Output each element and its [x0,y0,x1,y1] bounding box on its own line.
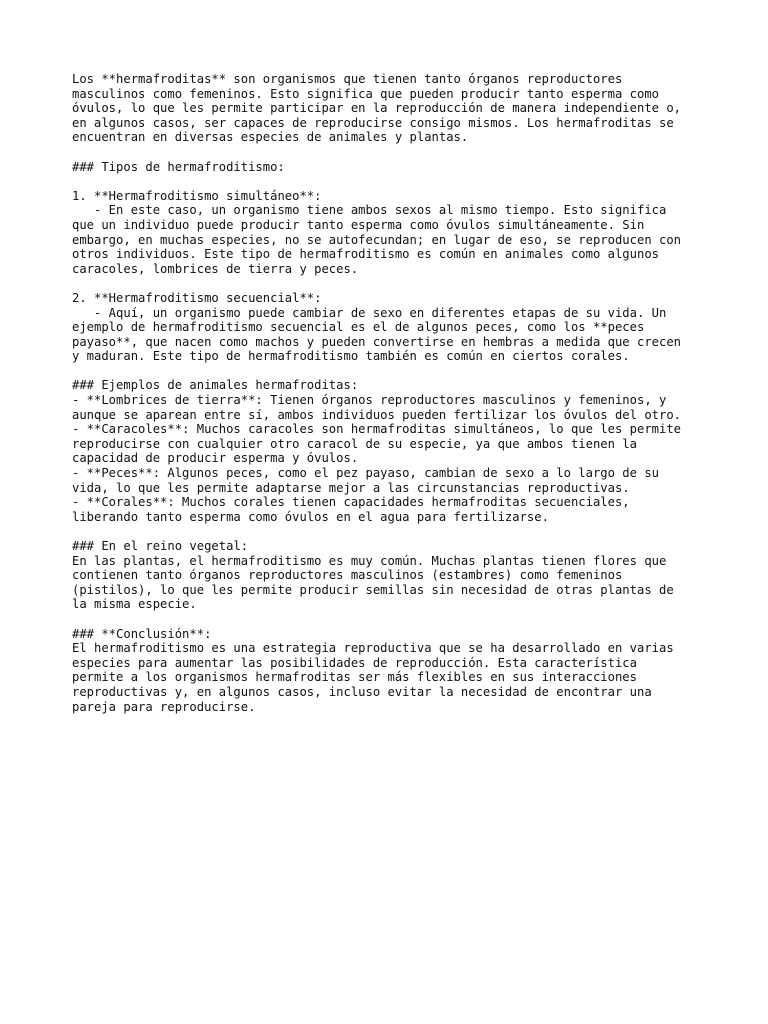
document-text: Los **hermafroditas** son organismos que tienen tanto órganos reproductores masculinos como femeninos. Esto significa que pueden producir tanto esperma como óvulos, lo que les permite participar en la reproducción de manera independiente o, en algunos casos, ser capaces de reproducirse consigo mismos. Los hermafroditas se encuentran en diversas especies de animales y plantas. ### Tipos de hermafroditismo: 1. **Hermafroditismo simultáneo**: - En este caso, un organismo tiene ambos sexos al mismo tiempo. Esto significa que un individuo puede producir tanto esperma como óvulos simultáneamente. Sin embargo, en muchas especies, no se autofecundan; en lugar de eso, se reproducen con otros individuos. Este tipo de hermafroditismo es común en animales como algunos caracoles, lombrices de tierra y peces. 2. **Hermafroditismo secuencial**: - Aquí, un organismo puede cambiar de sexo en diferentes etapas de su vida. Un ejemplo de hermafroditismo secuencial es el de algunos peces, como los **peces payaso**, que nacen como machos y pueden convertirse en hembras a medida que crecen y maduran. Este tipo de hermafroditismo también es común en ciertos corales. ### Ejemplos de animales hermafroditas: - **Lombrices de tierra**: Tienen órganos reproductores masculinos y femeninos, y aunque se aparean entre sí, ambos individuos pueden fertilizar los óvulos del otro. - **Caracoles**: Muchos caracoles son hermafroditas simultáneos, lo que les permite reproducirse con cualquier otro caracol de su especie, ya que ambos tienen la capacidad de producir esperma y óvulos. - **Peces**: Algunos peces, como el pez payaso, cambian de sexo a lo largo de su vida, lo que les permite adaptarse mejor a las circunstancias reproductivas. - **Corales**: Muchos corales tienen capacidades hermafroditas secuenciales, liberando tanto esperma como óvulos en el agua para fertilizarse. ### En el reino vegetal: En las plantas, el hermafroditismo es muy común. Muchas plantas tienen flores que contienen tanto órganos reproductores masculinos (estambres) como femeninos (pistilos), lo que les permite producir semillas sin necesidad de otras plantas de la misma especie. ### **Conclusión**: El hermafroditismo es una estrategia reproductiva que se ha desarrollado en varias especies para aumentar las posibilidades de reproducción. Esta característica permite a los organismos hermafroditas ser más flexibles en sus interacciones reproductivas y, en algunos casos, incluso evitar la necesidad de encontrar una pareja para reproducirse. [72,72,682,714]
document-page [72,72,712,972]
